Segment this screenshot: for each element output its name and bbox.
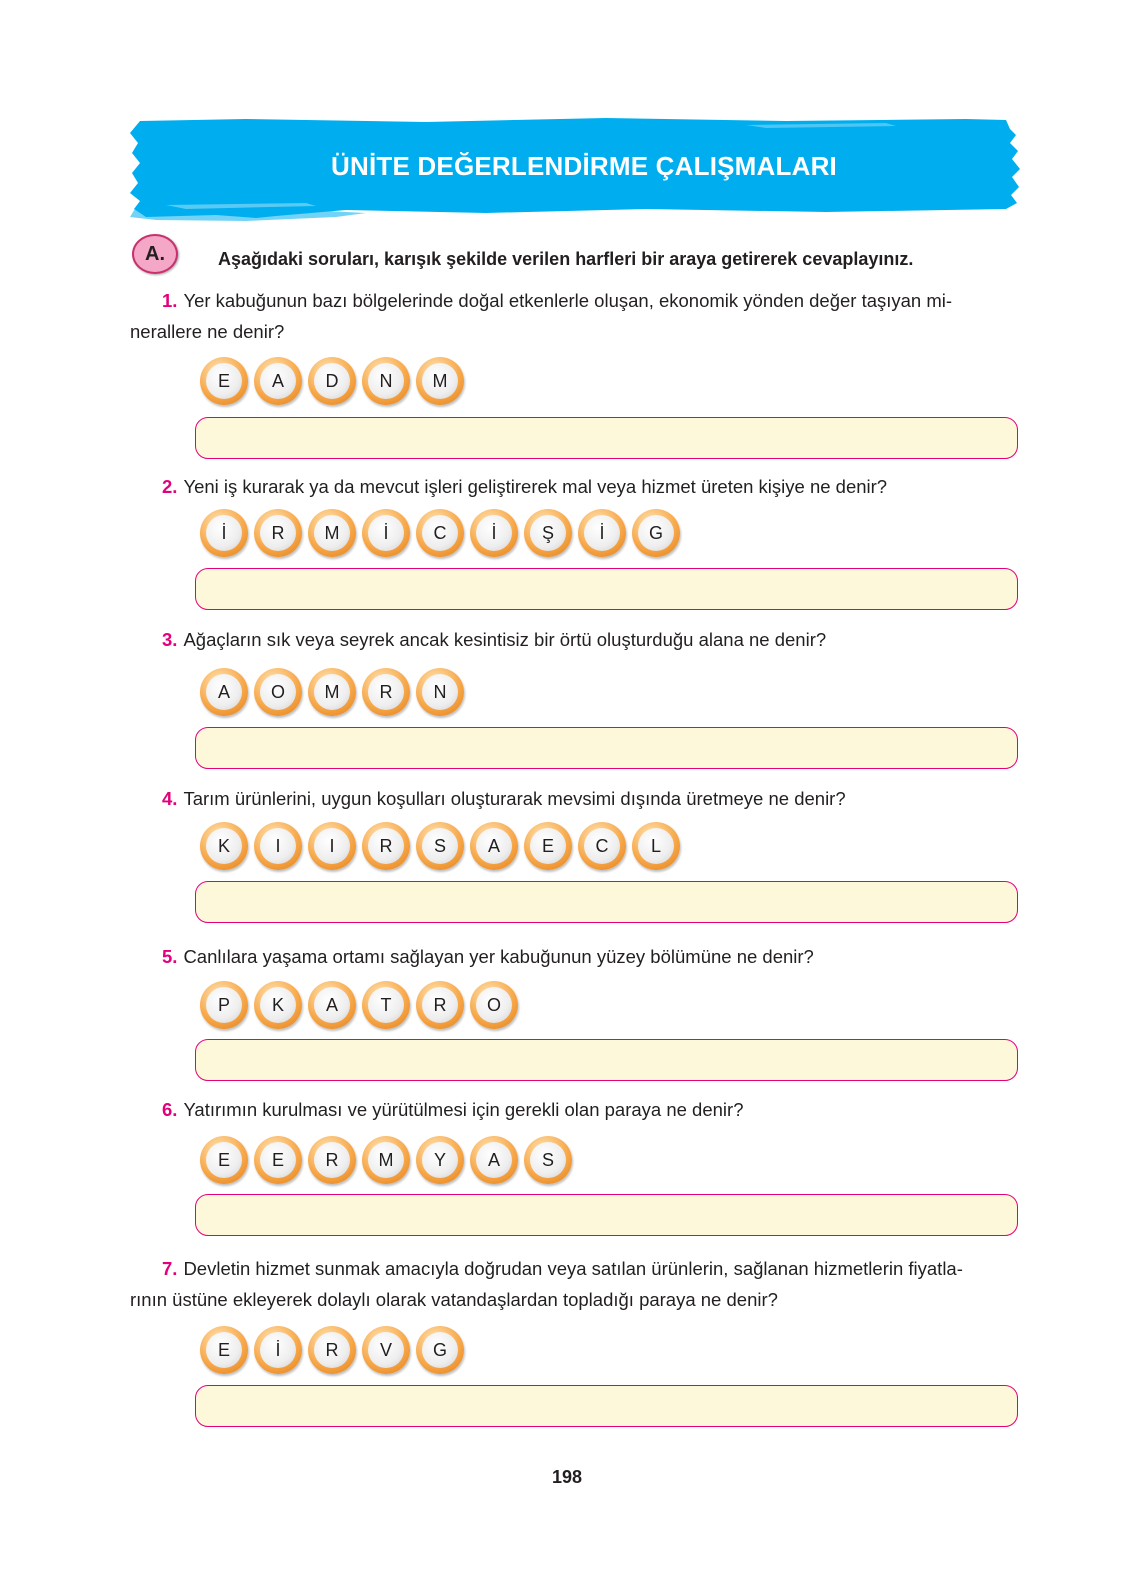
letter-tile-label: A	[260, 363, 296, 399]
letter-tile-label: E	[206, 363, 242, 399]
letter-tile	[416, 668, 464, 716]
letter-tile	[362, 1136, 410, 1184]
question-number: 5.	[162, 946, 178, 967]
letter-tile-label: M	[314, 515, 350, 551]
letter-tile	[578, 822, 626, 870]
question-number: 6.	[162, 1099, 178, 1120]
letter-tile-label: E	[260, 1142, 296, 1178]
letter-tile-label: I	[314, 828, 350, 864]
letter-tile-label: C	[584, 828, 620, 864]
letter-tile	[470, 981, 518, 1029]
letter-tile-label: İ	[584, 515, 620, 551]
letter-tile-label: S	[530, 1142, 566, 1178]
letter-tile	[200, 668, 248, 716]
answer-box-7[interactable]	[195, 1385, 1018, 1427]
letter-tile	[254, 981, 302, 1029]
letter-tile-label: E	[206, 1142, 242, 1178]
section-instruction: Aşağıdaki soruları, karışık şekilde verilen harfleri bir araya getirerek cevaplayınız.	[218, 249, 914, 269]
letter-tile-label: I	[260, 828, 296, 864]
letter-tile	[254, 509, 302, 557]
letter-tile-label: İ	[206, 515, 242, 551]
letter-tile	[362, 822, 410, 870]
letter-tile	[308, 668, 356, 716]
letter-tile	[362, 357, 410, 405]
letter-tile-label: R	[314, 1332, 350, 1368]
letter-tile-label: Ş	[530, 515, 566, 551]
letter-tile-label: K	[260, 987, 296, 1023]
letter-tile-label: M	[422, 363, 458, 399]
letter-tile-label: O	[476, 987, 512, 1023]
letter-tile	[200, 1326, 248, 1374]
letter-tile	[200, 981, 248, 1029]
letter-tile-label: Y	[422, 1142, 458, 1178]
question-2	[162, 471, 887, 502]
question-text-line-1: Canlılara yaşama ortamı sağlayan yer kabuğunun yüzey bölümüne ne denir?	[183, 946, 814, 967]
letter-tile-label: A	[476, 828, 512, 864]
letter-tile	[308, 822, 356, 870]
letter-tile-label: S	[422, 828, 458, 864]
letter-tile-label: G	[638, 515, 674, 551]
question-5	[162, 941, 814, 972]
question-text-line-1: Yer kabuğunun bazı bölgelerinde doğal etkenlerle oluşan, ekonomik yönden değer taşıyan mi-	[183, 290, 953, 311]
letter-tile	[308, 1326, 356, 1374]
letter-tile-label: A	[476, 1142, 512, 1178]
letter-tile	[308, 509, 356, 557]
letter-tile-label: İ	[368, 515, 404, 551]
letter-tile-label: İ	[476, 515, 512, 551]
letter-tile	[254, 668, 302, 716]
letter-tile	[470, 509, 518, 557]
answer-box-6[interactable]	[195, 1194, 1018, 1236]
letter-tile-label: N	[422, 674, 458, 710]
letter-tile	[416, 509, 464, 557]
question-6	[162, 1094, 744, 1125]
letter-tile-label: G	[422, 1332, 458, 1368]
letter-tile	[254, 1326, 302, 1374]
question-text-line-1: Devletin hizmet sunmak amacıyla doğrudan veya satılan ürünlerin, sağlanan hizmetlerin fiyatla-	[183, 1258, 963, 1279]
letter-tile	[632, 822, 680, 870]
letter-tile	[524, 822, 572, 870]
letter-tile	[362, 1326, 410, 1374]
title-banner	[126, 117, 1042, 222]
letter-tile-label: E	[530, 828, 566, 864]
question-text-line-2: rının üstüne ekleyerek dolaylı olarak vatandaşlardan topladığı paraya ne denir?	[130, 1289, 778, 1310]
letter-tile-label: E	[206, 1332, 242, 1368]
letter-tile	[362, 509, 410, 557]
letter-tile-label: D	[314, 363, 350, 399]
letter-tile-label: R	[368, 674, 404, 710]
letter-tile	[362, 668, 410, 716]
letter-tile-label: O	[260, 674, 296, 710]
letter-tile	[524, 509, 572, 557]
page-title: ÜNİTE DEĞERLENDİRME ÇALIŞMALARI	[331, 151, 837, 181]
letter-tile	[200, 822, 248, 870]
letter-tile	[308, 981, 356, 1029]
letter-tile-label: M	[368, 1142, 404, 1178]
letter-tile-label: N	[368, 363, 404, 399]
letter-tile-label: R	[314, 1142, 350, 1178]
letter-tile-label: A	[206, 674, 242, 710]
letter-tile	[416, 822, 464, 870]
letter-tile	[308, 357, 356, 405]
question-1	[130, 285, 952, 347]
answer-box-4[interactable]	[195, 881, 1018, 923]
letter-tile	[470, 822, 518, 870]
letter-tile	[578, 509, 626, 557]
letter-tile-label: C	[422, 515, 458, 551]
question-text-line-2: nerallere ne denir?	[130, 321, 285, 342]
letter-tile	[524, 1136, 572, 1184]
question-number: 1.	[162, 290, 178, 311]
question-number: 7.	[162, 1258, 178, 1279]
letter-tile-label: P	[206, 987, 242, 1023]
answer-box-1[interactable]	[195, 417, 1018, 459]
letter-tile	[416, 1326, 464, 1374]
answer-box-2[interactable]	[195, 568, 1018, 610]
letter-tile-label: R	[368, 828, 404, 864]
question-text-line-1: Ağaçların sık veya seyrek ancak kesintisiz bir örtü oluşturduğu alana ne denir?	[183, 629, 827, 650]
letter-tile	[416, 981, 464, 1029]
letter-tile-label: M	[314, 674, 350, 710]
page-number: 198	[551, 1467, 583, 1487]
letter-tile-label: A	[314, 987, 350, 1023]
answer-box-3[interactable]	[195, 727, 1018, 769]
letter-tile-label: T	[368, 987, 404, 1023]
answer-box-5[interactable]	[195, 1039, 1018, 1081]
question-text-line-1: Tarım ürünlerini, uygun koşulları oluşturarak mevsimi dışında üretmeye ne denir?	[183, 788, 846, 809]
letter-tile	[308, 1136, 356, 1184]
letter-tile	[416, 357, 464, 405]
letter-tile-label: V	[368, 1332, 404, 1368]
letter-tile	[200, 509, 248, 557]
question-3	[162, 624, 826, 655]
letter-tile	[200, 1136, 248, 1184]
letter-tile-label: K	[206, 828, 242, 864]
letter-tile-label: L	[638, 828, 674, 864]
question-number: 4.	[162, 788, 178, 809]
letter-tile	[254, 822, 302, 870]
letter-tile	[254, 357, 302, 405]
letter-tile-label: İ	[260, 1332, 296, 1368]
letter-tile-label: R	[260, 515, 296, 551]
letter-tile	[254, 1136, 302, 1184]
letter-tile	[362, 981, 410, 1029]
section-a-badge: A.	[132, 234, 178, 274]
letter-tile	[416, 1136, 464, 1184]
letter-tile	[632, 509, 680, 557]
question-number: 3.	[162, 629, 178, 650]
letter-tile	[200, 357, 248, 405]
question-text-line-1: Yeni iş kurarak ya da mevcut işleri geliştirerek mal veya hizmet üreten kişiye ne denir?	[183, 476, 888, 497]
question-number: 2.	[162, 476, 178, 497]
question-text-line-1: Yatırımın kurulması ve yürütülmesi için gerekli olan paraya ne denir?	[183, 1099, 744, 1120]
question-7	[130, 1253, 963, 1315]
letter-tile-label: R	[422, 987, 458, 1023]
letter-tile	[470, 1136, 518, 1184]
question-4	[162, 783, 846, 814]
